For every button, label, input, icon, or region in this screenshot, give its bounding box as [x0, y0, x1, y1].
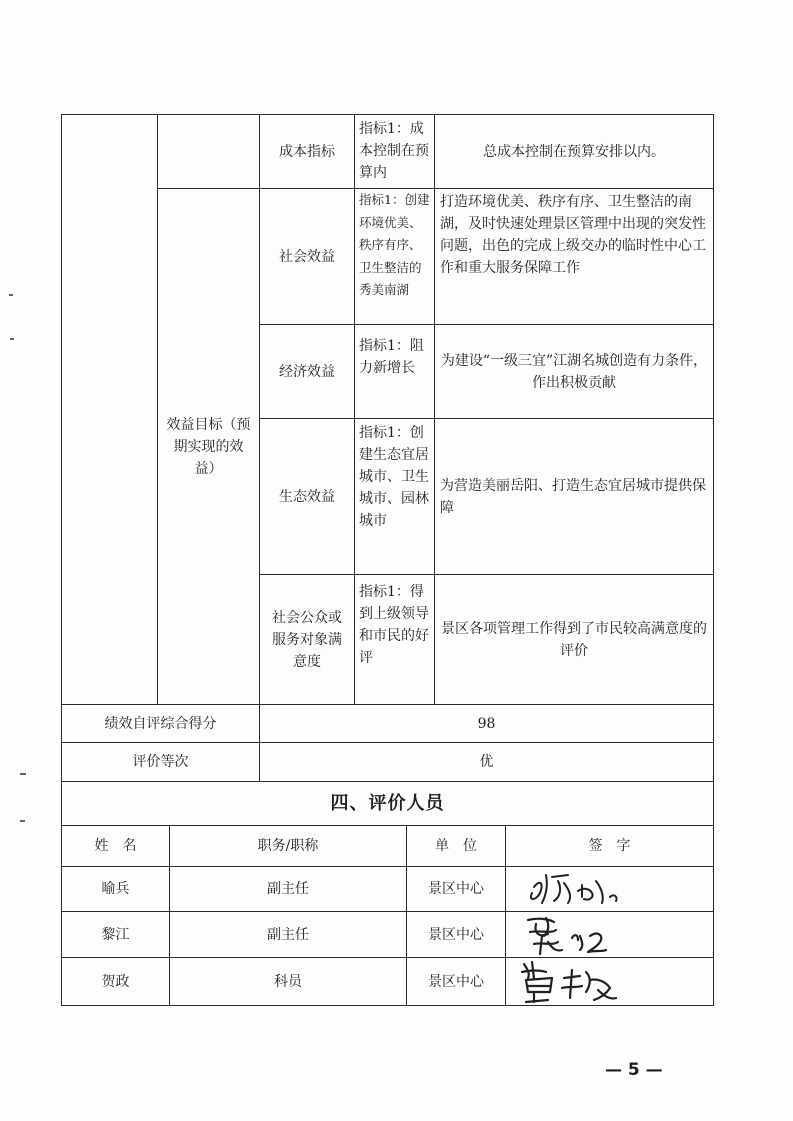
- scan-speck: [10, 338, 14, 340]
- description-cell: 为建设“一级三宜”江湖名城创造有力条件，作出积极贡献: [435, 325, 714, 419]
- indicator-cell: 指标1：阻力新增长: [355, 325, 435, 419]
- title-header: 职务/职称: [170, 826, 407, 867]
- personnel-row: [62, 958, 714, 1006]
- personnel-table: [61, 825, 714, 1006]
- grade-value: 优: [260, 743, 714, 782]
- benefit-target-cell: 效益目标（预期实现的效益）: [158, 189, 260, 705]
- category-cell: 社会效益: [260, 189, 355, 325]
- person-title: 科员: [170, 958, 407, 1006]
- signature-cell: [506, 912, 714, 958]
- scan-speck: [9, 294, 13, 296]
- score-table: [61, 704, 714, 826]
- person-name: 贺政: [62, 958, 170, 1006]
- person-name: 喻兵: [62, 867, 170, 912]
- person-title: 副主任: [170, 867, 407, 912]
- scan-speck: [20, 820, 25, 822]
- name-header: 姓 名: [62, 826, 170, 867]
- description-cell: 打造环境优美、秩序有序、卫生整洁的南湖，及时快速处理景区管理中出现的突发性问题，出色的完成上级交办的临时性中心工作和重大服务保障工作: [435, 189, 714, 325]
- page-number: — 5 —: [605, 1060, 663, 1080]
- section-title: 四、评价人员: [62, 782, 714, 826]
- personnel-header-row: [62, 826, 714, 867]
- indicator-cell: 指标1：创建环境优美、秩序有序、卫生整洁的秀美南湖: [355, 189, 435, 325]
- indicator-cell: 指标1：得到上级领导和市民的好评: [355, 575, 435, 705]
- person-title: 副主任: [170, 912, 407, 958]
- description-cell: 景区各项管理工作得到了市民较高满意度的评价: [435, 575, 714, 705]
- person-unit: 景区中心: [407, 867, 506, 912]
- grade-label: 评价等次: [62, 743, 260, 782]
- personnel-row: [62, 867, 714, 912]
- section-title-row: [62, 782, 714, 826]
- personnel-row: [62, 912, 714, 958]
- category-cell: 生态效益: [260, 419, 355, 575]
- description-cell: 总成本控制在预算安排以内。: [435, 115, 714, 189]
- signature-cell: [506, 958, 714, 1006]
- blank-cell: [158, 115, 260, 189]
- person-unit: 景区中心: [407, 912, 506, 958]
- signature-header: 签 字: [506, 826, 714, 867]
- indicator-cell: 指标1：成本控制在预算内: [355, 115, 435, 189]
- signature-cell: [506, 867, 714, 912]
- goals-table: [61, 114, 714, 705]
- table-row: [62, 115, 714, 189]
- score-label: 绩效自评综合得分: [62, 705, 260, 743]
- description-cell: 为营造美丽岳阳、打造生态宜居城市提供保障: [435, 419, 714, 575]
- grade-row: [62, 743, 714, 782]
- table-row: [62, 189, 714, 325]
- blank-left-cell: [62, 115, 158, 705]
- handwritten-signature-3: [506, 958, 706, 1005]
- category-cell: 经济效益: [260, 325, 355, 419]
- scan-speck: [20, 773, 26, 775]
- category-cell: 社会公众或服务对象满意度: [260, 575, 355, 705]
- score-row: [62, 705, 714, 743]
- score-value: 98: [260, 705, 714, 743]
- category-cell: 成本指标: [260, 115, 355, 189]
- indicator-cell: 指标1：创建生态宜居城市、卫生城市、园林城市: [355, 419, 435, 575]
- person-unit: 景区中心: [407, 958, 506, 1006]
- person-name: 黎江: [62, 912, 170, 958]
- handwritten-signature-2: [506, 912, 706, 957]
- handwritten-signature-1: [506, 867, 706, 911]
- unit-header: 单 位: [407, 826, 506, 867]
